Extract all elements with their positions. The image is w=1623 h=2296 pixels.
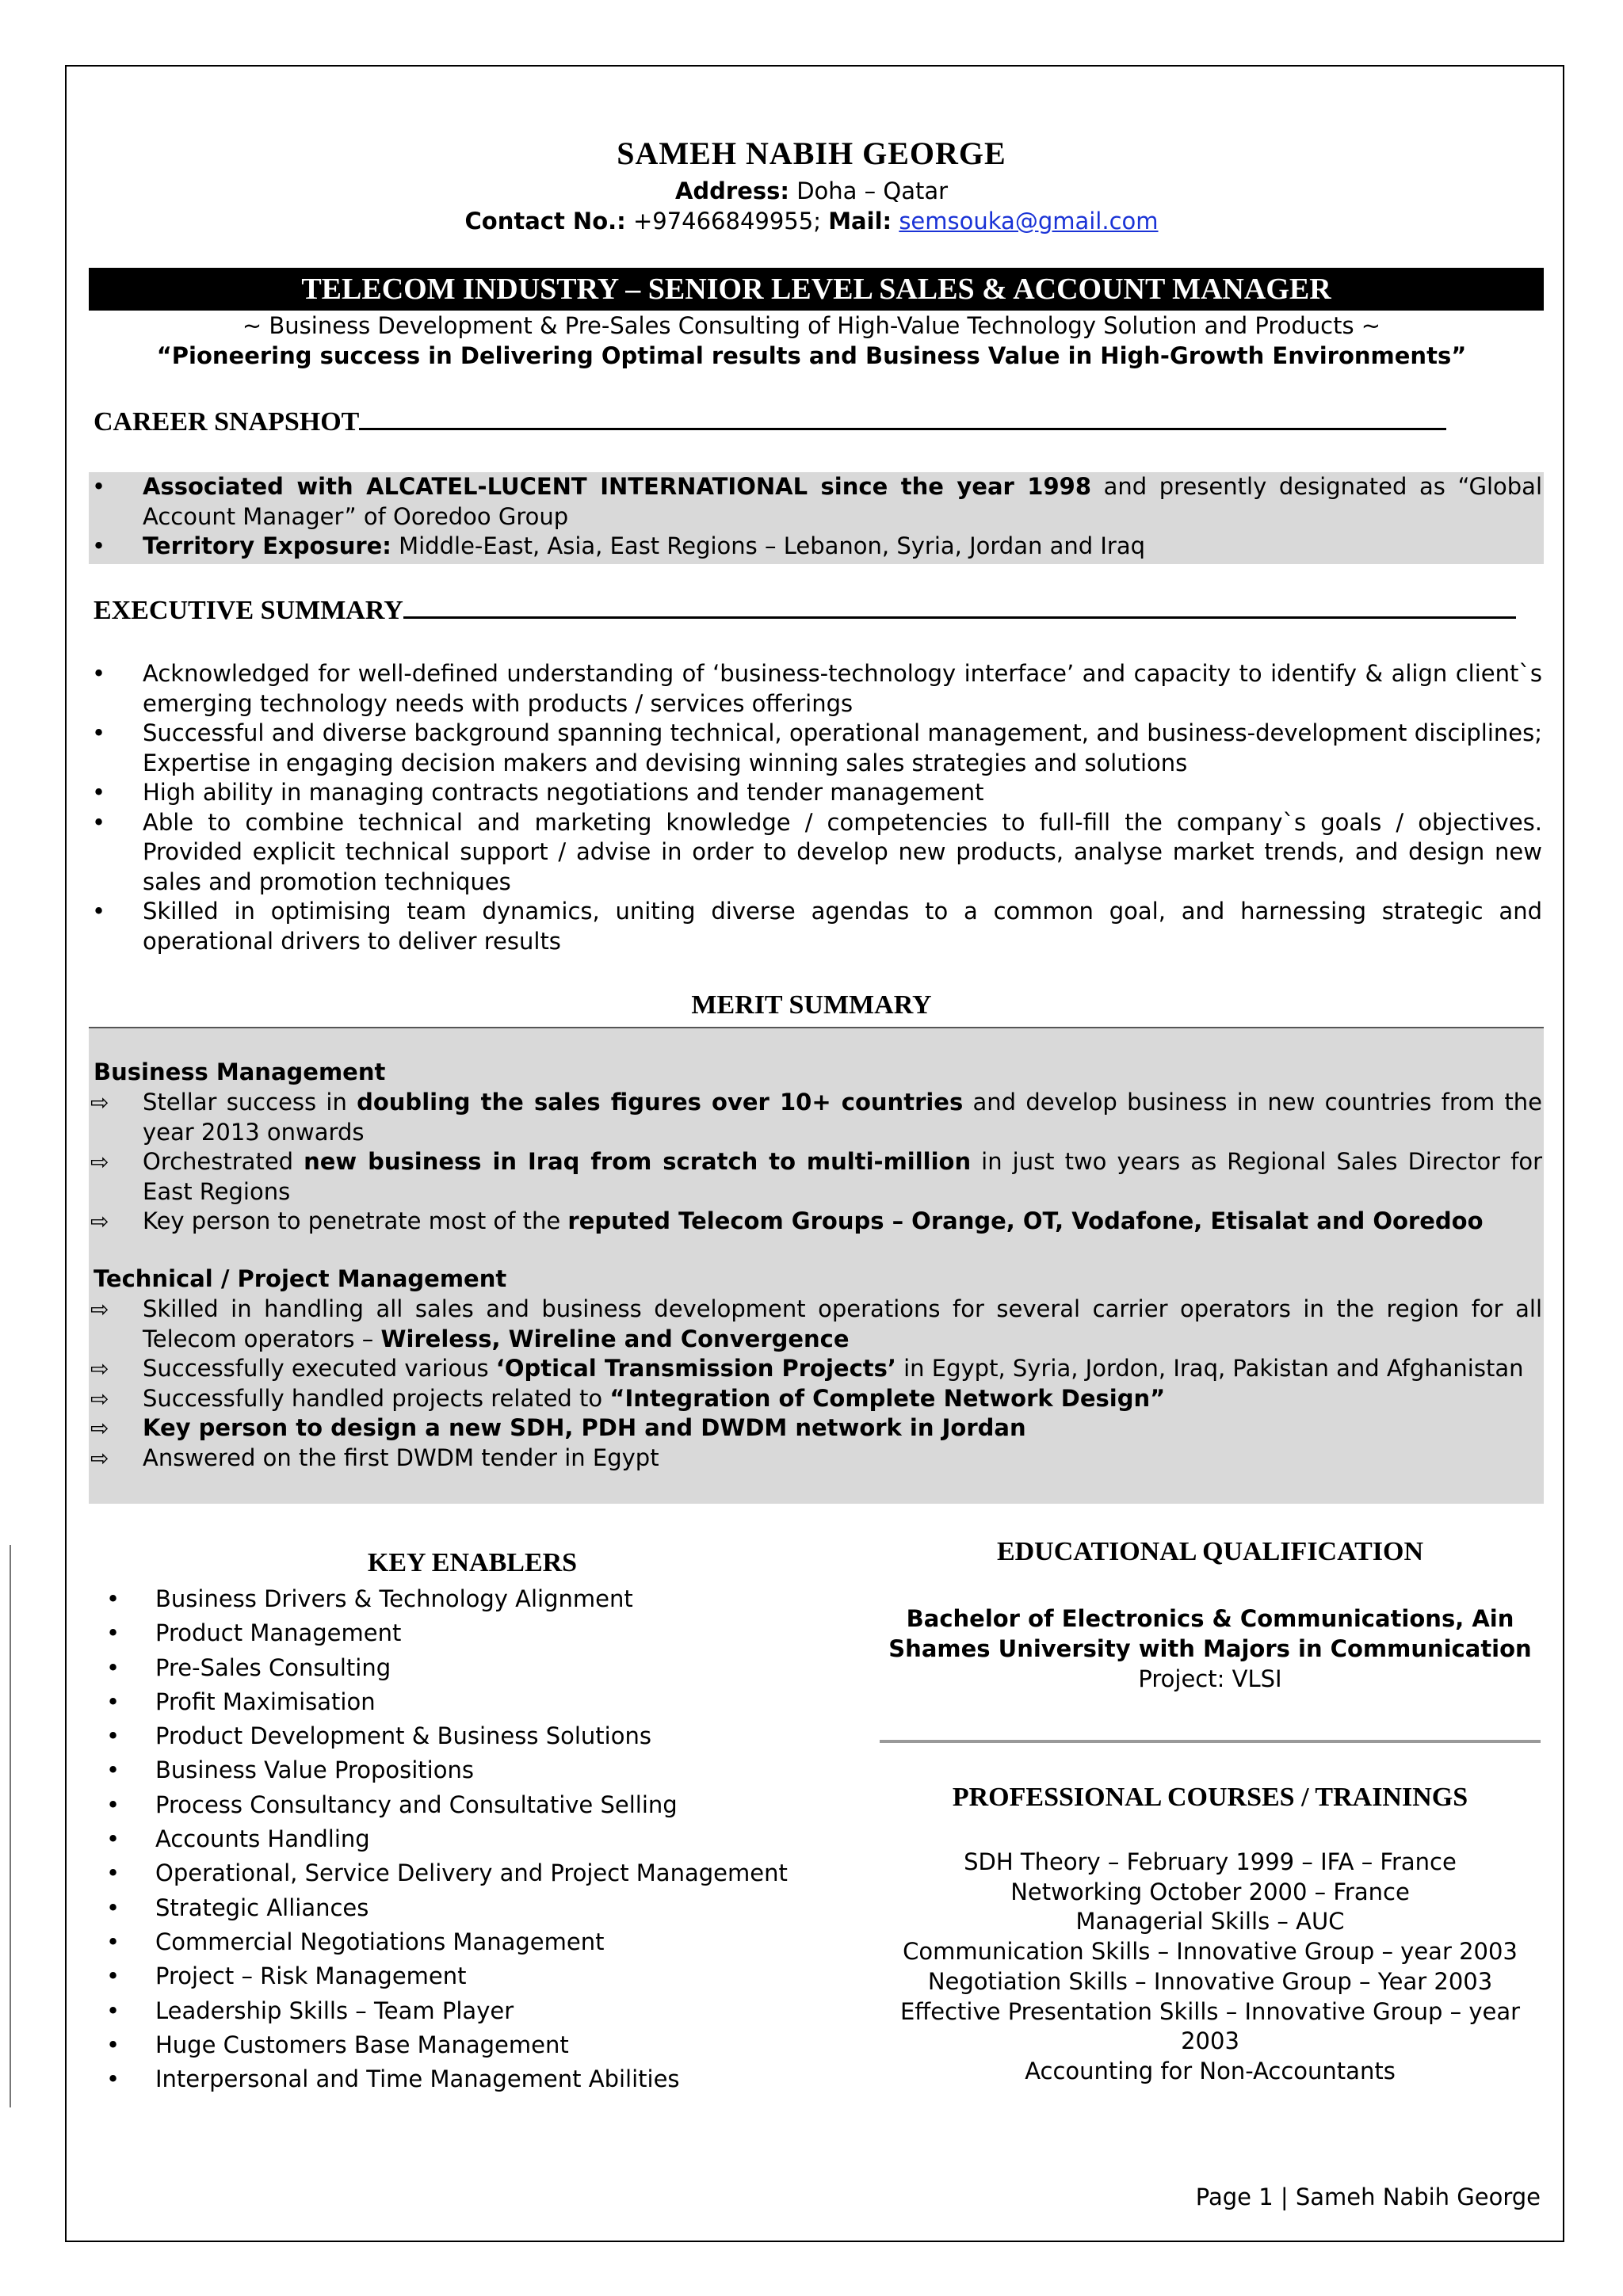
footer-separator: | — [1280, 2183, 1289, 2210]
executive-summary-list — [89, 659, 1542, 956]
snapshot-item-text: and presently designated as “Global Account Manager” of Ooredoo Group — [143, 473, 1542, 530]
list-item: • Huge Customers Base Management — [89, 2028, 856, 2062]
list-item: • Operational, Service Delivery and Project Management — [89, 1856, 856, 1890]
list-item: • Skilled in optimising team dynamics, uniting diverse agendas to a common goal, and harnessing strategic and operational drivers to deliver results — [89, 897, 1542, 956]
list-item: • Project – Risk Management — [89, 1959, 856, 1993]
list-item: • Commercial Negotiations Management — [89, 1925, 856, 1959]
snapshot-item-text: Middle-East, Asia, East Regions – Lebanon, Syria, Jordan and Iraq — [391, 532, 1146, 559]
title-bar: TELECOM INDUSTRY – SENIOR LEVEL SALES & ACCOUNT MANAGER — [89, 268, 1544, 311]
list-item — [89, 1088, 1542, 1147]
executive-summary-title: EXECUTIVE SUMMARY — [94, 596, 403, 625]
section-divider — [880, 1740, 1541, 1743]
list-item — [89, 472, 1542, 532]
item-bold: Wireless, Wireline and Convergence — [380, 1325, 850, 1352]
heading-rule — [359, 428, 1446, 430]
item-text: in just two years as Regional Sales Director for East Regions — [143, 1148, 1542, 1205]
list-item: • Pre-Sales Consulting — [89, 1651, 856, 1685]
list-item — [89, 532, 1542, 562]
list-item: • Business Value Propositions — [89, 1753, 856, 1787]
course-item: Managerial Skills – AUC — [1075, 1908, 1345, 1936]
courses-list — [872, 1848, 1549, 2087]
list-item — [89, 1384, 1542, 1414]
item-bold: reputed Telecom Groups – Orange, OT, Vodafone, Etisalat and Ooredoo — [567, 1207, 1484, 1234]
merit-summary-heading: MERIT SUMMARY — [691, 990, 932, 1020]
technical-management-list — [89, 1295, 1542, 1473]
list-item: • Product Development & Business Solutions — [89, 1719, 856, 1753]
course-item: SDH Theory – February 1999 – IFA – France — [964, 1848, 1457, 1875]
course-item: Negotiation Skills – Innovative Group – Year 2003 — [927, 1967, 1493, 1995]
contact-label: Contact No.: — [464, 208, 626, 235]
list-item — [89, 1295, 1542, 1354]
key-enablers-list — [89, 1582, 856, 2096]
list-item: • Product Management — [89, 1616, 856, 1650]
item-bold: “Integration of Complete Network Design” — [609, 1384, 1166, 1412]
list-item: • Acknowledged for well-defined understanding of ‘business-technology interface’ and capacity to identify & align client`s emerging technology needs with products / services offerings — [89, 659, 1542, 719]
item-bold: Key person to design a new SDH, PDH and DWDM network in Jordan — [143, 1414, 1026, 1441]
business-management-heading: Business Management — [94, 1058, 386, 1085]
footer-name: Sameh Nabih George — [1295, 2183, 1541, 2210]
list-item: • Process Consultancy and Consultative Selling — [89, 1788, 856, 1822]
motto: “Pioneering success in Delivering Optimal results and Business Value in High-Growth Environments” — [156, 342, 1467, 369]
contact-line — [0, 208, 1623, 235]
list-item: • Leadership Skills – Team Player — [89, 1994, 856, 2028]
mail-label: Mail: — [828, 208, 892, 235]
list-item — [89, 1354, 1542, 1384]
key-enablers-heading: KEY ENABLERS — [367, 1548, 578, 1577]
item-bold: new business in Iraq from scratch to multi-million — [304, 1148, 972, 1175]
heading-rule — [403, 616, 1516, 619]
list-item — [89, 1147, 1542, 1207]
item-text: Key person to penetrate most of the — [143, 1207, 568, 1234]
tagline: ~ Business Development & Pre-Sales Consulting of High-Value Technology Solution and Products ~ — [242, 312, 1381, 339]
margin-line — [10, 1545, 11, 2107]
education-heading: EDUCATIONAL QUALIFICATION — [996, 1537, 1424, 1566]
item-text: Stellar success in — [143, 1089, 357, 1116]
list-item — [89, 1444, 1542, 1474]
snapshot-item-bold: Associated with ALCATEL-LUCENT INTERNATIONAL since the year 1998 — [143, 473, 1092, 500]
list-item: • Accounts Handling — [89, 1822, 856, 1856]
item-text: Skilled in handling all sales and business development operations for several carrier operators in the region for all Telecom operators – — [143, 1295, 1542, 1352]
list-item: • Business Drivers & Technology Alignment — [89, 1582, 856, 1616]
page-number: Page 1 — [1195, 2183, 1274, 2210]
list-item: • High ability in managing contracts negotiations and tender management — [89, 778, 1542, 808]
item-text: and develop business in new countries from the year 2013 onwards — [143, 1089, 1542, 1146]
item-text: in Egypt, Syria, Jordon, Iraq, Pakistan and Afghanistan — [896, 1355, 1524, 1382]
executive-summary-heading — [94, 596, 1516, 626]
list-item: • Able to combine technical and marketing knowledge / competencies to full-fill the company`s goals / objectives. Provided explicit technical support / advise in order to develop new products, analyse market trends, and design new sales and promotion techniques — [89, 808, 1542, 898]
courses-heading: PROFESSIONAL COURSES / TRAININGS — [952, 1783, 1468, 1812]
career-snapshot-heading — [94, 407, 1446, 437]
email-link[interactable]: semsouka@gmail.com — [899, 208, 1159, 235]
item-text: Successfully handled projects related to — [143, 1384, 610, 1412]
item-bold: ‘Optical Transmission Projects’ — [495, 1355, 896, 1382]
address-label: Address: — [674, 177, 789, 204]
career-snapshot-list — [89, 472, 1542, 562]
address-value: Doha – Qatar — [796, 177, 949, 204]
technical-management-heading: Technical / Project Management — [94, 1265, 507, 1292]
list-item — [89, 1413, 1542, 1444]
education-degree: Bachelor of Electronics & Communications, Ain Shames University with Majors in Communication — [888, 1605, 1532, 1662]
contact-value: +97466849955; — [632, 208, 821, 235]
item-text: Orchestrated — [143, 1148, 304, 1175]
candidate-name: SAMEH NABIH GEORGE — [617, 135, 1006, 171]
list-item — [89, 1207, 1542, 1237]
page-footer — [1196, 2183, 1541, 2210]
item-text: Answered on the first DWDM tender in Egypt — [143, 1444, 659, 1471]
list-item: • Successful and diverse background spanning technical, operational management, and business-development disciplines; Expertise in engaging decision makers and devising winning sales strategies and solutions — [89, 719, 1542, 778]
item-bold: doubling the sales figures over 10+ countries — [357, 1089, 964, 1116]
course-item: Accounting for Non-Accountants — [1025, 2057, 1396, 2084]
course-item: Communication Skills – Innovative Group – year 2003 — [903, 1938, 1518, 1966]
business-management-list — [89, 1088, 1542, 1237]
address-line — [0, 177, 1623, 204]
list-item: • Interpersonal and Time Management Abilities — [89, 2062, 856, 2096]
item-text: Successfully executed various — [143, 1355, 496, 1382]
course-item: Effective Presentation Skills – Innovative Group – year 2003 — [899, 1997, 1521, 2055]
list-item: • Profit Maximisation — [89, 1685, 856, 1719]
list-item: • Strategic Alliances — [89, 1891, 856, 1925]
snapshot-item-bold: Territory Exposure: — [143, 532, 391, 559]
education-project: Project: VLSI — [1138, 1665, 1282, 1692]
course-item: Networking October 2000 – France — [1010, 1878, 1410, 1905]
career-snapshot-title: CAREER SNAPSHOT — [94, 407, 360, 437]
